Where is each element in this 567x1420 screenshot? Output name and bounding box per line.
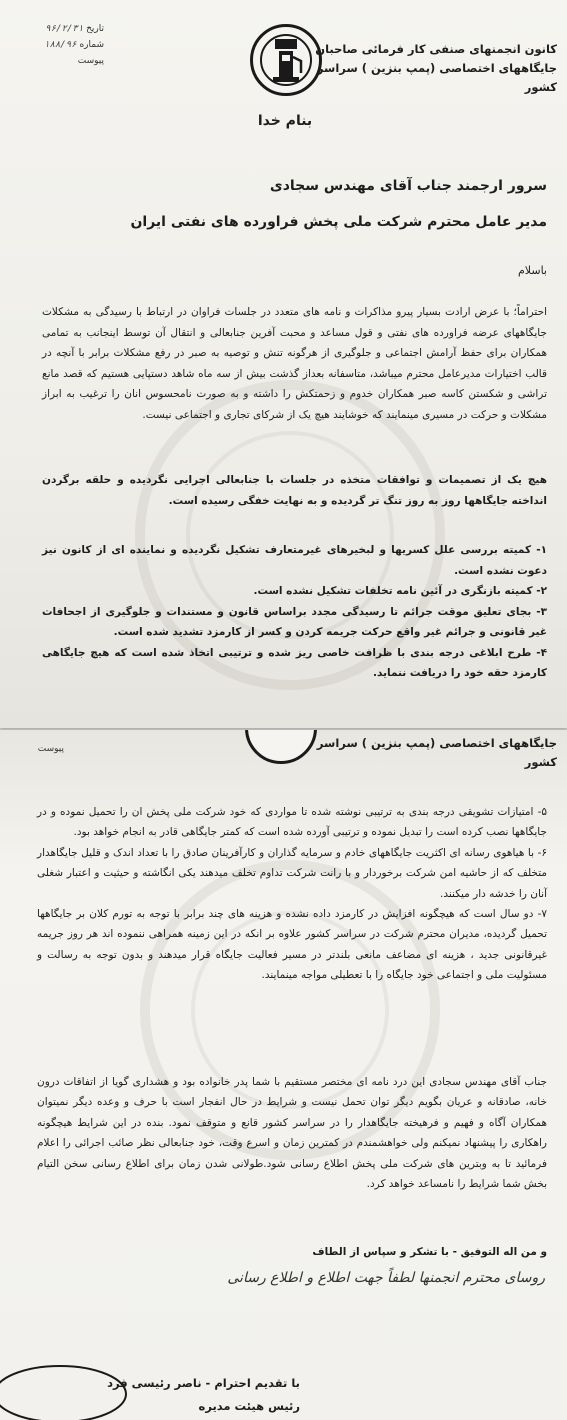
recipient-line-1: سرور ارجمند جناب آقای مهندس سجادی: [269, 178, 547, 194]
list-item: ۱- کمیته بررسی علل کسریها و لبخیرهای غیرمتعارف تشکیل نگردیده و نماینده ای از کانون نیز دعوت نشده است.: [42, 544, 547, 577]
letter-meta: [4, 22, 104, 70]
date-label: تاریخ: [86, 24, 104, 34]
attachment-label: پیوست: [77, 56, 104, 66]
signature-name: با تقدیم احترام - ناصر رئیسی فرد: [107, 1376, 300, 1390]
greeting: باسلام: [517, 264, 547, 277]
attachment-label-page2: پیوست: [37, 744, 64, 754]
list-item: ۶- با هیاهوی رسانه ای اکثریت جایگاههای خادم و سرمایه گذاران و کارآفرینان صادق را با تعداد اندک و قلیل جایگاهدار متخلف که از حاشیه امن شرکت برخوردار و با رانت شرکت تداوم تخلف میدهند یکی انگاشته و حیثیت و اعتبار شغلی آنان را خدشه دار میکنند.: [37, 846, 547, 900]
second-paragraph: [42, 470, 547, 511]
list-item: ۴- طرح ابلاغی درجه بندی با ظرافت خاصی ریز شده و ترتیبی اتخاذ شده است که هیچ جایگاهی کارمزد حقه خود را دریافت ننماید.: [42, 646, 547, 679]
list-item: ۲- کمیته بازنگری در آئین نامه تخلفات تشکیل نشده است.: [253, 585, 547, 597]
list-item: ۵- امتیازات تشویقی درجه بندی به ترتیبی نوشته شده تا مواردی که خود شرکت ملی پخش ان را تحمیل نموده و در جایگاهها نصب کرده است را تبدیل نموده و ترتیبی آورده شده است که کمتر جایگاهی قادر به انجام خواهد بود.: [37, 806, 547, 839]
closing-text: جناب آقای مهندس سجادی این درد نامه ای مختصر مستقیم با شما پدر خانواده بود و هشداری گویا از اتفاقات درون خانه، صادقانه و عریان بگویم دیگر توان تحمل نیست و شرایط در حال انفجار است با حرف و وعده دیگر نمیتوان همکاران آگاه و فهیم و فرهیخته جایگاهدار را در سراسر کشور قانع و متوقف نمود. بنده در این شرایط هیچگونه راهکاری را پیشنهاد نمیکنم ولی خواهشمندم در کمترین زمان و اسرع وقت، خود جنابعالی نظر صائب اجرائی را اعلام فرمائید تا به وبترین های شرکت ملی پخش اطلاع رسانی شود.طولانی شدن زمان برای اطلاع رسانی سخن التیام بخش شما شرایط را نامساعد خواهد کرد.: [37, 1076, 547, 1191]
list-item: ۷- دو سال است که هیچگونه افزایش در کارمزد داده نشده و هزینه های چند برابر با توجه به تورم کلان بر جایگاهها تحمیل گردیده، مدیران محترم شرکت در سراسر کشور علاوه بر انکه در این زمینه همراهی ننموده اند هر روز جریمه غیرقانونی جدید ، هزینه ای مضاعف مانعی بلندتر در مسیر فعالیت جایگاه قرار میدهند و بدون توجه به رسالت و مسئولیت ملی و اجتماعی خود جایگاه را با تعطیلی مواجه مینمایند.: [37, 908, 547, 982]
number-value: ۱۸۸/۹۶: [44, 40, 77, 50]
intro-paragraph: [42, 302, 547, 426]
invocation: بنام خدا: [257, 113, 313, 129]
recipient-line-2: مدیر عامل محترم شرکت ملی پخش فراورده های نفتی ایران: [130, 214, 547, 230]
signature-title: رئیس هیئت مدیره: [198, 1399, 300, 1413]
second-text: هیچ یک از تصمیمات و توافقات متخذه در جلسات با جنابعالی اجرایی نگردیده و حلقه برگردن انداخته جایگاهها روز به روز تنگ تر گردیده و به نهایت خفگی رسیده است.: [42, 474, 547, 507]
letter-page-2: [0, 730, 567, 1420]
org-line-1: کانون انجمنهای صنفی کار فرمائی صاحبان: [315, 42, 557, 56]
number-label: شماره: [79, 40, 104, 50]
list-item: ۳- بجای تعلیق موقت جرائم تا رسیدگی مجدد براساس قانون و مستندات و جلوگیری از اجحافات غیر قانونی و جرائم غیر واقع حرکت جریمه کردن و کسر از کارمزد تشدید شده است.: [42, 605, 547, 638]
closing-paragraph: [37, 1072, 547, 1194]
numbered-items-page2: [37, 802, 547, 986]
valediction: و من اله التوفیق - با تشکر و سپاس از الطاف: [312, 1246, 547, 1258]
date-value: ۹۶/۲/۳۱: [45, 24, 84, 34]
continuation-header: جایگاههای اختصاصی (پمپ بنزین ) سراسر کشور: [316, 736, 557, 769]
intro-text: احتراماً؛ با عرض ارادت بسیار پیرو مذاکرات و نامه های متعدد در جلسات فراوان در ارتباط با رسیدگی به مشکلات جایگاههای عرضه فراورده های نفتی و قول مساعد و محبت آفرین جنابعالی و انتقال آن توسط اینجانب به تمامی همکاران برای حفظ آرامش اجتماعی و جلوگیری از هرگونه تنش و توصیه به صبر در رفع مشکلات برابر با آنچه در قالب اختیارات مدیرعامل محترم میباشد، متاسفانه بعداز گذشت بیش از سه ماه شاهد دستپایی هستیم که قصد مانع تراشی و شکستن کاسه صبر همکاران خدوم و زحمتکش را داشته و به صورت نامحسوس انان را ترغیب به ابراز مشکلات و حرکت در مسیری مینمایند که خوشایند هیچ یک از شرکای تجاری و اجتماعی نیست.: [42, 306, 547, 421]
numbered-items-page1: [42, 540, 547, 684]
org-line-2: جایگاههای اختصاصی (پمپ بنزین ) سراسر کشور: [316, 61, 557, 94]
letterhead-org-name: [307, 40, 557, 97]
signature-block: [40, 1372, 300, 1418]
handwritten-note: روسای محترم انجمنها لطفاً جهت اطلاع و اطلاع رسانی: [227, 1270, 545, 1286]
